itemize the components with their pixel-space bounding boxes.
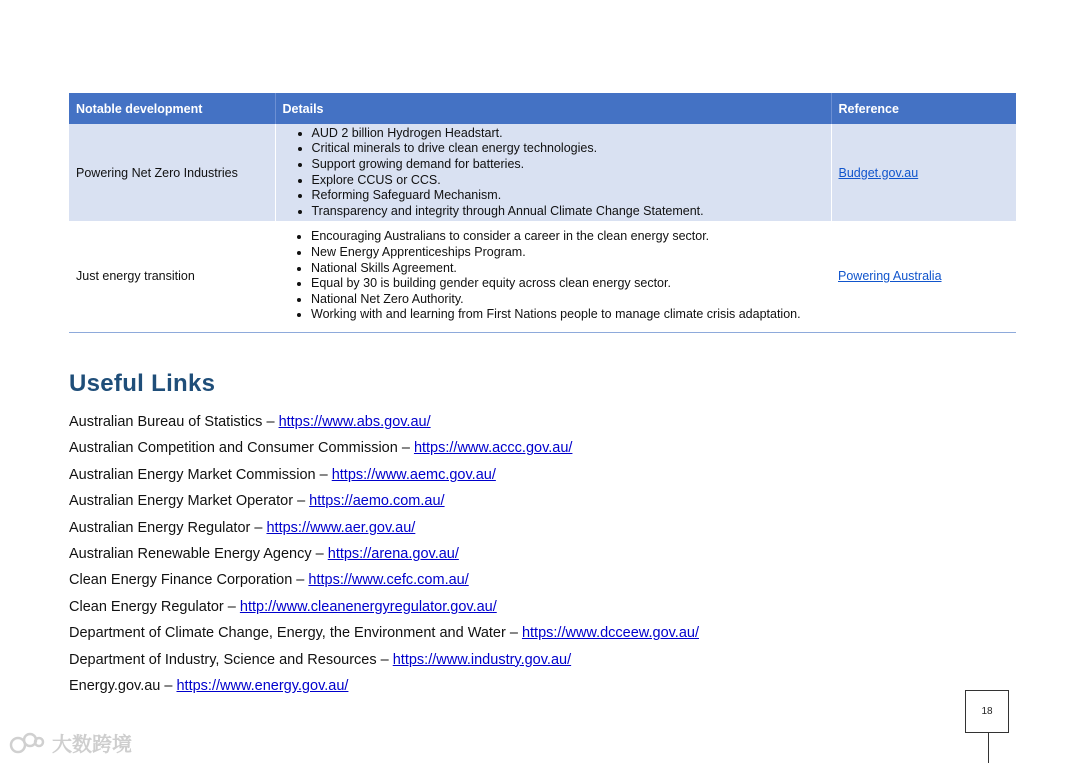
separator: – [397,440,414,457]
development-name: Just energy transition [69,221,275,332]
link-url[interactable]: https://www.accc.gov.au/ [413,440,573,457]
link-url[interactable]: https://www.cefc.com.au/ [308,572,469,589]
link-url[interactable]: http://www.cleanenergyregulator.gov.au/ [239,598,497,615]
list-item [69,570,699,596]
header-details: Details [275,93,831,124]
page-number-box [965,690,1009,733]
link-url[interactable]: https://www.aemc.gov.au/ [331,466,496,483]
development-name: Powering Net Zero Industries [69,124,275,221]
link-org-name: Energy.gov.au [69,677,161,694]
link-url[interactable]: https://www.energy.gov.au/ [176,677,349,694]
header-reference: Reference [831,93,1016,124]
table-row [69,124,1016,221]
developments-table [69,93,1016,333]
list-item [69,676,699,702]
separator: – [250,519,267,536]
separator: – [376,651,393,668]
separator: – [292,572,309,589]
separator: – [293,493,310,510]
link-org-name: Australian Energy Market Operator [69,493,294,510]
detail-item: • New Energy Apprenticeships Program. [311,245,824,261]
detail-item: • Reforming Safeguard Mechanism. [312,188,824,204]
separator: – [262,414,279,430]
link-url[interactable]: https://arena.gov.au/ [327,545,459,562]
details-cell [275,221,831,332]
table-row [69,221,1016,332]
page-number-connector [988,733,989,763]
link-org-name: Australian Energy Market Commission [69,466,316,483]
list-item [69,597,699,623]
detail-item: • Transparency and integrity through Annual Climate Change Statement. [312,204,824,220]
table-header-row [69,93,1016,124]
reference-cell [831,221,1016,332]
detail-item: • Equal by 30 is building gender equity across clean energy sector. [311,276,824,292]
link-url[interactable]: https://www.aer.gov.au/ [266,519,416,536]
link-org-name: Department of Industry, Science and Resources [69,651,377,668]
page-number: 18 [981,706,993,717]
link-org-name: Australian Renewable Energy Agency [69,545,312,562]
detail-item: • National Net Zero Authority. [311,292,824,308]
list-item [69,623,699,649]
useful-links-list [69,412,699,702]
link-url[interactable]: https://www.industry.gov.au/ [392,651,572,668]
detail-item: • Working with and learning from First Nations people to manage climate crisis adaptation. [311,307,824,323]
list-item [69,465,699,491]
reference-link-budget[interactable]: Budget.gov.au [838,165,919,180]
link-url[interactable]: https://www.abs.gov.au/ [278,414,431,430]
link-url[interactable]: https://aemo.com.au/ [309,493,445,510]
link-org-name: Australian Competition and Consumer Commission [69,440,398,457]
watermark-logo-icon [8,731,46,755]
details-list [283,126,824,220]
separator: – [223,598,240,615]
separator: – [160,677,177,694]
detail-item: • Explore CCUS or CCS. [312,173,824,189]
detail-item: • National Skills Agreement. [311,261,824,277]
link-org-name: Department of Climate Change, Energy, the Environment and Water [69,625,506,642]
details-list [282,229,824,323]
list-item [69,412,699,438]
separator: – [505,625,522,642]
header-notable-development: Notable development [69,93,275,124]
link-org-name: Australian Energy Regulator [69,519,251,536]
list-item [69,491,699,517]
detail-item: • AUD 2 billion Hydrogen Headstart. [312,126,824,142]
link-org-name: Australian Bureau of Statistics [69,414,263,430]
detail-item: • Encouraging Australians to consider a career in the clean energy sector. [311,229,824,245]
separator: – [315,466,332,483]
list-item [69,544,699,570]
link-url[interactable]: https://www.dcceew.gov.au/ [521,625,699,642]
list-item [69,438,699,464]
details-cell [275,124,831,221]
watermark [8,728,132,757]
link-org-name: Clean Energy Finance Corporation [69,572,293,589]
detail-item: • Critical minerals to drive clean energy technologies. [312,141,824,157]
useful-links-heading: Useful Links [69,370,216,397]
link-org-name: Clean Energy Regulator [69,598,224,615]
watermark-text: 大数跨境 [52,734,132,756]
separator: – [311,545,328,562]
list-item [69,650,699,676]
reference-cell [831,124,1016,221]
list-item [69,518,699,544]
reference-link-powering-australia[interactable]: Powering Australia [838,269,942,284]
detail-item: • Support growing demand for batteries. [312,157,824,173]
